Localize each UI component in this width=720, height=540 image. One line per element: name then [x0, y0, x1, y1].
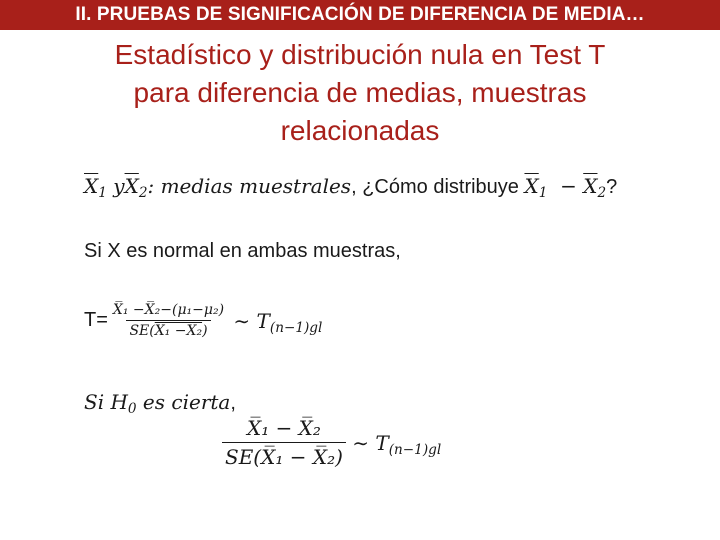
es-cierta-text: es cierta: [136, 390, 231, 414]
si-text: Si: [84, 390, 111, 414]
sample-means-question: [84, 174, 618, 202]
distribution-question: , ¿Cómo distribuye: [351, 176, 525, 198]
null-hypothesis-condition: [84, 390, 236, 418]
y-connector: y: [106, 174, 125, 198]
comma: ,: [230, 392, 236, 414]
question-mark: ?: [606, 176, 618, 198]
title-line-2: para diferencia de medias, muestras: [133, 77, 587, 108]
title-line-3: relacionadas: [280, 115, 440, 146]
normality-condition: Si X es normal en ambas muestras,: [84, 240, 401, 262]
t-distribution: $T_{(n-1)gl}$: [256, 308, 323, 336]
t-denominator: SE(X̅₁ −X̅₂): [126, 320, 210, 339]
title-line-1: Estadístico y distribución nula en Test T: [114, 39, 606, 70]
header-banner: [0, 0, 720, 30]
h0-symbol: $H_0$: [110, 390, 137, 418]
question-x2-symbol: $\overline{X}_2$: [583, 174, 607, 202]
t-statistic-formula: [84, 302, 322, 339]
tilde-sign-2: ∼: [345, 430, 376, 455]
t-numerator: X̅₁ −X̅₂−(μ₁−μ₂): [112, 302, 225, 318]
t-fraction: [110, 302, 227, 339]
question-x1-symbol: $\overline{X}_1$: [524, 174, 548, 202]
means-description: : medias muestrales: [147, 174, 352, 198]
null-distribution-formula: [222, 416, 441, 469]
banner-title: II. PRUEBAS DE SIGNIFICACIÓN DE DIFERENCIA DE MEDIA…: [75, 4, 645, 25]
x2-bar-symbol: $\overline{X}_2$: [124, 174, 148, 202]
minus-sign: −: [547, 174, 584, 198]
x1-bar-symbol: $\overline{X}_1$: [84, 174, 107, 202]
null-fraction: [222, 416, 346, 469]
t-equals: T=: [84, 309, 108, 331]
null-denominator: SE(X̅₁ − X̅₂): [222, 442, 346, 469]
t-distribution-2: $T_{(n-1)gl}$: [375, 430, 442, 458]
null-numerator: X̅₁ − X̅₂: [246, 416, 321, 440]
slide-title: [0, 36, 720, 150]
tilde-sign: ∼: [227, 308, 257, 333]
